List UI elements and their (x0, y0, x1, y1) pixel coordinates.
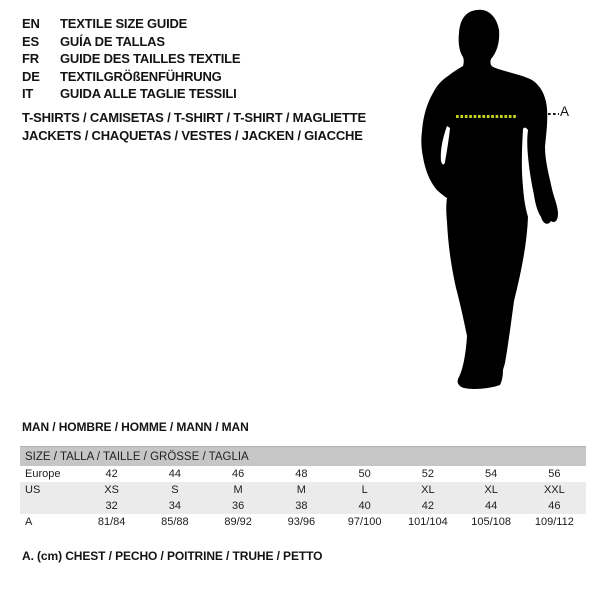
table-cell: 46 (523, 498, 586, 514)
table-cell: 105/108 (471, 516, 511, 528)
table-cell: 32 (80, 498, 143, 514)
measurement-footnote: A. (cm) CHEST / PECHO / POITRINE / TRUHE / PETTO (22, 549, 323, 563)
table-cell: 56 (548, 468, 561, 480)
table-cell: 101/104 (407, 516, 448, 528)
section-title-man: MAN / HOMBRE / HOMME / MANN / MAN (22, 420, 249, 434)
language-guide-title: TEXTILGRÖßENFÜHRUNG (60, 68, 222, 84)
table-cell: 42 (105, 468, 118, 480)
table-cell: 97/100 (347, 516, 382, 528)
category-line-jackets: JACKETS / CHAQUETAS / VESTES / JACKEN / GIACCHE (22, 128, 363, 143)
table-cell: XS (80, 482, 143, 498)
language-code: IT (22, 86, 34, 102)
language-code: ES (22, 33, 39, 49)
table-cell: 50 (358, 468, 371, 480)
table-cell: 44 (460, 498, 523, 514)
language-guide-title: GUIDE DES TAILLES TEXTILE (60, 51, 241, 67)
language-guide-list (22, 15, 240, 103)
language-code: DE (22, 68, 40, 84)
table-cell: 34 (143, 498, 206, 514)
language-guide-title: GUÍA DE TALLAS (60, 33, 165, 49)
table-header-row (20, 447, 586, 467)
language-code: EN (22, 16, 40, 31)
table-cell: 42 (396, 498, 459, 514)
row-label: A (25, 516, 33, 528)
category-line-tshirts: T-SHIRTS / CAMISETAS / T-SHIRT / T-SHIRT / MAGLIETTE (22, 110, 366, 125)
table-cell: 38 (270, 498, 333, 514)
list-item (22, 85, 240, 103)
list-item (22, 33, 240, 51)
table-cell: XL (396, 482, 459, 498)
table-cell: 48 (295, 468, 308, 480)
garment-categories (22, 109, 366, 145)
table-cell: 46 (232, 468, 245, 480)
table-cell: 85/88 (161, 516, 189, 528)
table-row-chest (20, 514, 586, 530)
table-cell: 54 (485, 468, 498, 480)
table-cell: 89/92 (224, 516, 252, 528)
language-guide-title: TEXTILE SIZE GUIDE (60, 16, 188, 31)
size-table-header: SIZE / TALLA / TAILLE / GRÖSSE / TAGLIA (20, 447, 586, 467)
table-cell: 52 (421, 468, 434, 480)
table-cell: S (143, 482, 206, 498)
table-cell: 109/112 (534, 516, 574, 528)
size-table (20, 446, 586, 530)
table-cell: M (270, 482, 333, 498)
table-cell: XXL (523, 482, 586, 498)
measure-label-a: A (560, 104, 570, 119)
table-cell: 36 (207, 498, 270, 514)
row-label: US (20, 482, 80, 498)
table-cell: 40 (333, 498, 396, 514)
language-guide-title: GUIDA ALLE TAGLIE TESSILI (60, 86, 237, 102)
list-item (22, 68, 240, 86)
table-row-europe (20, 466, 586, 482)
list-item (22, 50, 240, 68)
row-label: Europe (25, 468, 61, 480)
row-label (20, 498, 80, 514)
man-silhouette (421, 10, 558, 389)
table-cell: M (207, 482, 270, 498)
table-row-us (20, 482, 586, 498)
table-row-numeric (20, 498, 586, 514)
list-item (22, 15, 240, 33)
table-cell: 81/84 (97, 516, 126, 528)
man-silhouette-figure (398, 0, 583, 400)
table-cell: 93/96 (287, 516, 316, 528)
table-cell: XL (460, 482, 523, 498)
table-cell: L (333, 482, 396, 498)
language-code: FR (22, 51, 39, 67)
table-cell: 44 (168, 468, 181, 480)
